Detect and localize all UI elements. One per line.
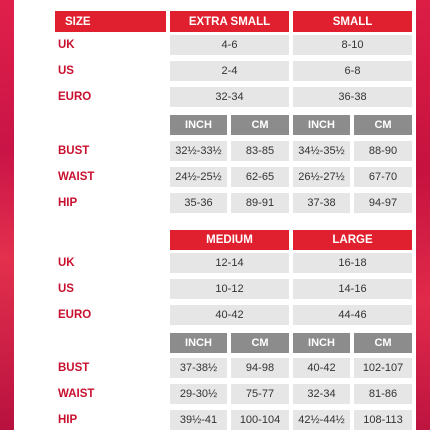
bust-l-inch: 40-42 bbox=[293, 358, 350, 378]
unit-cm-s: CM bbox=[354, 115, 412, 135]
euro-large: 44-46 bbox=[293, 305, 412, 325]
size-header: SIZE bbox=[55, 11, 166, 32]
uk-large: 16-18 bbox=[293, 253, 412, 273]
hip-xs-inch: 35-36 bbox=[170, 193, 227, 213]
waist-l-cm: 81-86 bbox=[354, 384, 412, 404]
us-small: 6-8 bbox=[293, 61, 412, 81]
row-label-us-2: US bbox=[58, 283, 74, 295]
size-medium-header: MEDIUM bbox=[170, 230, 289, 250]
us-extra-small: 2-4 bbox=[170, 61, 289, 81]
size-extra-small-header: EXTRA SMALL bbox=[170, 11, 289, 32]
uk-extra-small: 4-6 bbox=[170, 35, 289, 55]
row-label-uk: UK bbox=[58, 39, 75, 51]
unit-inch-l: INCH bbox=[293, 333, 350, 353]
row-label-hip-2: HIP bbox=[58, 414, 78, 426]
bust-xs-inch: 32½-33½ bbox=[170, 141, 227, 161]
waist-m-cm: 75-77 bbox=[231, 384, 289, 404]
unit-cm-xs: CM bbox=[231, 115, 289, 135]
waist-s-inch: 26½-27½ bbox=[293, 167, 350, 187]
euro-small: 36-38 bbox=[293, 87, 412, 107]
uk-small: 8-10 bbox=[293, 35, 412, 55]
row-label-waist-2: WAIST bbox=[58, 388, 95, 400]
hip-s-cm: 94-97 bbox=[354, 193, 412, 213]
size-small-header: SMALL bbox=[293, 11, 412, 32]
hip-m-cm: 100-104 bbox=[231, 410, 289, 430]
hip-l-cm: 108-113 bbox=[354, 410, 412, 430]
us-medium: 10-12 bbox=[170, 279, 289, 299]
unit-cm-m: CM bbox=[231, 333, 289, 353]
row-label-bust: BUST bbox=[58, 145, 90, 157]
bust-xs-cm: 83-85 bbox=[231, 141, 289, 161]
bust-s-cm: 88-90 bbox=[354, 141, 412, 161]
unit-cm-l: CM bbox=[354, 333, 412, 353]
us-large: 14-16 bbox=[293, 279, 412, 299]
waist-m-inch: 29-30½ bbox=[170, 384, 227, 404]
left-decorative-edge bbox=[0, 0, 14, 430]
unit-inch-m: INCH bbox=[170, 333, 227, 353]
hip-l-inch: 42½-44½ bbox=[293, 410, 350, 430]
bust-m-cm: 94-98 bbox=[231, 358, 289, 378]
size-chart bbox=[44, 0, 404, 430]
hip-xs-cm: 89-91 bbox=[231, 193, 289, 213]
waist-xs-cm: 62-65 bbox=[231, 167, 289, 187]
row-label-euro-2: EURO bbox=[58, 309, 92, 321]
right-decorative-edge bbox=[416, 0, 430, 430]
euro-extra-small: 32-34 bbox=[170, 87, 289, 107]
waist-l-inch: 32-34 bbox=[293, 384, 350, 404]
row-label-hip: HIP bbox=[58, 197, 78, 209]
row-label-us: US bbox=[58, 65, 74, 77]
hip-s-inch: 37-38 bbox=[293, 193, 350, 213]
waist-xs-inch: 24½-25½ bbox=[170, 167, 227, 187]
row-label-waist: WAIST bbox=[58, 171, 95, 183]
row-label-bust-2: BUST bbox=[58, 362, 90, 374]
hip-m-inch: 39½-41 bbox=[170, 410, 227, 430]
bust-m-inch: 37-38½ bbox=[170, 358, 227, 378]
row-label-uk-2: UK bbox=[58, 257, 75, 269]
waist-s-cm: 67-70 bbox=[354, 167, 412, 187]
bust-s-inch: 34½-35½ bbox=[293, 141, 350, 161]
uk-medium: 12-14 bbox=[170, 253, 289, 273]
bust-l-cm: 102-107 bbox=[354, 358, 412, 378]
row-label-euro: EURO bbox=[58, 91, 92, 103]
euro-medium: 40-42 bbox=[170, 305, 289, 325]
unit-inch-s: INCH bbox=[293, 115, 350, 135]
size-large-header: LARGE bbox=[293, 230, 412, 250]
unit-inch-xs: INCH bbox=[170, 115, 227, 135]
